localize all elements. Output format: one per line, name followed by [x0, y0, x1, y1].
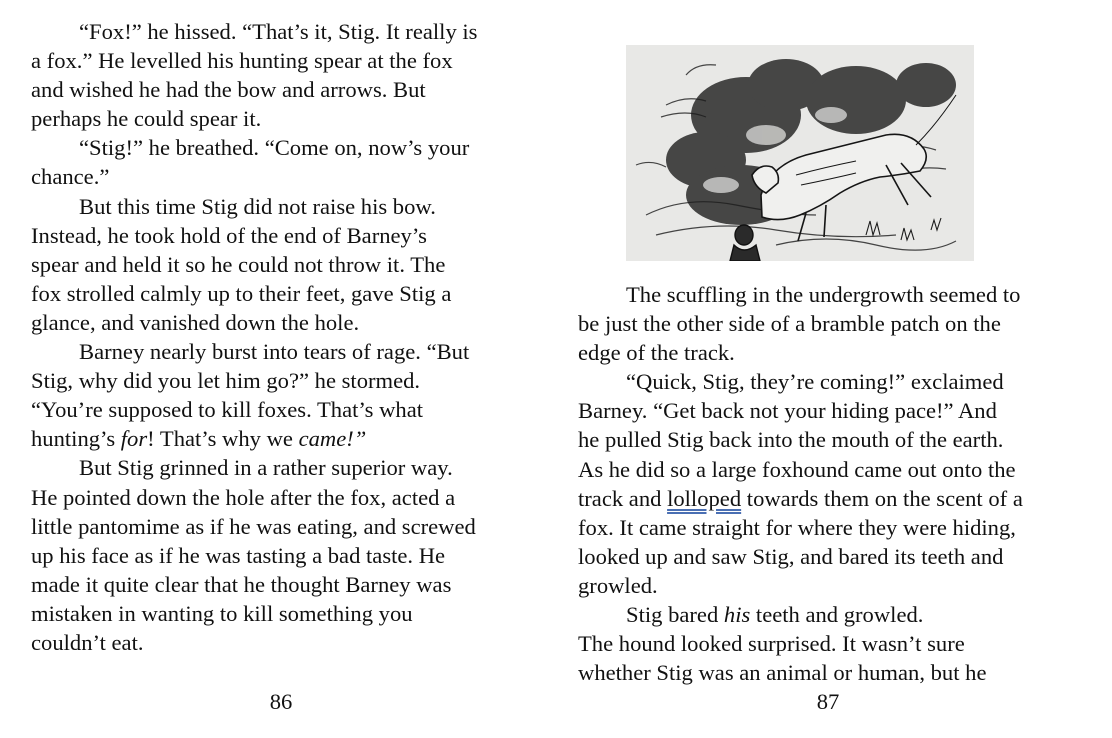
text-line: fox. It came straight for where they were hiding, — [578, 514, 1016, 540]
text-line: Barney. “Get back not your hiding pace!” And — [578, 398, 997, 424]
left-page — [31, 0, 541, 738]
text-line: he pulled Stig back into the mouth of the earth. — [578, 427, 1004, 453]
text-line — [578, 600, 1088, 629]
text-line: couldn’t eat. — [31, 629, 144, 655]
text-line: “You’re supposed to kill foxes. That’s what — [31, 397, 424, 423]
text-line: growled. — [578, 572, 658, 598]
text-line: mistaken in wanting to kill something you — [31, 600, 413, 626]
text-line: be just the other side of a bramble patch on the — [578, 311, 1001, 337]
page-number: 87 — [816, 689, 840, 714]
foxhound-sketch-image — [626, 45, 974, 261]
italic-text: for — [120, 426, 148, 452]
text-line: He pointed down the hole after the fox, acted a — [31, 484, 456, 510]
text-run: track and — [578, 485, 668, 511]
text-run: ! That’s why we — [147, 426, 299, 452]
text-line: As he did so a large foxhound came out onto the — [578, 456, 1016, 482]
text-line: up his face as if he was tasting a bad taste. He — [31, 542, 446, 568]
text-line: little pantomime as if he was eating, and screwed — [31, 513, 476, 539]
text-run: towards them on the scent of a — [741, 485, 1023, 511]
text-line: Stig, why did you let him go?” he stormed. — [31, 368, 421, 394]
text-line: The scuffling in the undergrowth seemed to — [626, 282, 1021, 307]
right-page-text — [578, 280, 1088, 687]
left-page-text — [31, 17, 541, 657]
text-line: looked up and saw Stig, and bared its teeth and — [578, 543, 1004, 569]
text-line: whether Stig was an animal or human, but he — [578, 660, 987, 686]
text-line: made it quite clear that he thought Barney was — [31, 571, 452, 597]
text-line: “Stig!” he breathed. “Come on, now’s your — [79, 135, 470, 161]
text-line: Instead, he took hold of the end of Barney’s — [31, 222, 427, 248]
text-line: edge of the track. — [578, 340, 735, 366]
text-line: a fox.” He levelled his hunting spear at the fox — [31, 48, 453, 74]
text-line — [31, 424, 541, 453]
text-line: chance.” — [31, 164, 110, 190]
text-line: But Stig grinned in a rather superior way. — [79, 455, 453, 481]
text-line — [578, 484, 1088, 513]
text-line: “Fox!” he hissed. “That’s it, Stig. It really is — [79, 19, 478, 44]
spellcheck-flagged-word: lolloped — [667, 485, 742, 511]
page-number: 86 — [269, 689, 293, 714]
text-line: glance, and vanished down the hole. — [31, 309, 360, 335]
text-line: perhaps he could spear it. — [31, 106, 262, 132]
text-line: spear and held it so he could not throw it. The — [31, 251, 446, 277]
text-line: and wished he had the bow and arrows. But — [31, 77, 426, 103]
text-run: teeth and growled. — [750, 602, 924, 628]
text-line: But this time Stig did not raise his bow. — [79, 193, 436, 219]
italic-text: came!” — [298, 426, 367, 452]
text-line: fox strolled calmly up to their feet, gave Stig a — [31, 280, 452, 306]
text-run: hunting’s — [31, 426, 121, 452]
text-line: The hound looked surprised. It wasn’t sure — [578, 631, 965, 657]
foxhound-illustration — [626, 45, 974, 261]
text-line: Barney nearly burst into tears of rage. “But — [79, 339, 470, 365]
right-page — [578, 0, 1088, 738]
text-run: Stig bared — [626, 602, 724, 628]
text-line: “Quick, Stig, they’re coming!” exclaimed — [626, 369, 1004, 395]
italic-text: his — [723, 602, 751, 628]
